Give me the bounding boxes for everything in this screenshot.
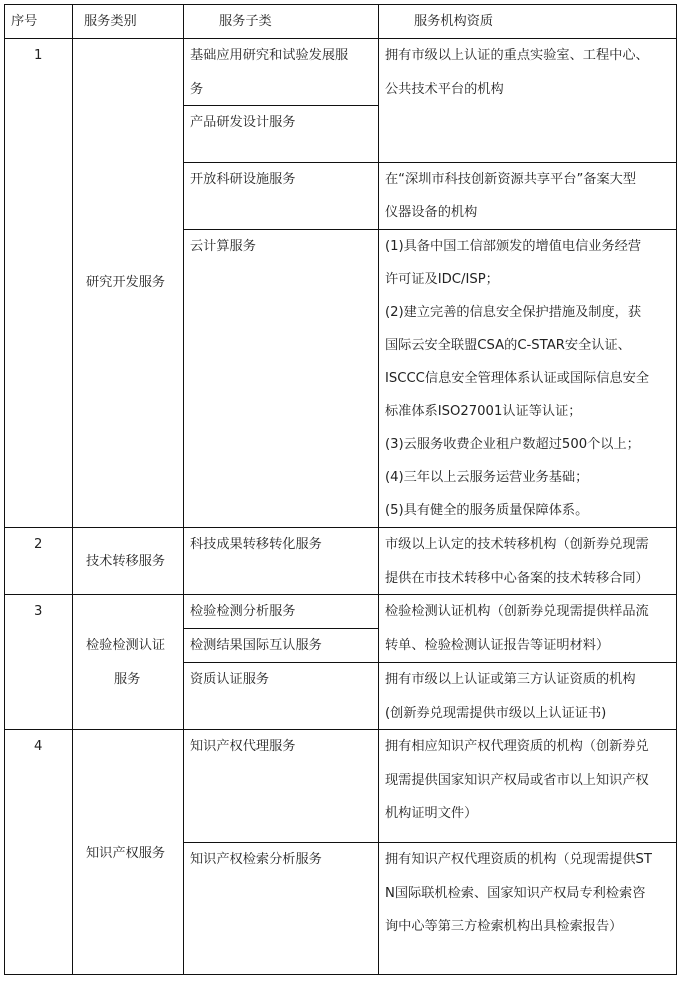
qualification-line: 询中心等第三方检索机构出具检索报告） [385, 919, 623, 934]
qualification-line: N国际联机检索、国家知识产权局专利检索咨 [385, 886, 646, 901]
qualification-line: 公共技术平台的机构 [385, 82, 504, 97]
subcategory-cell: 知识产权代理服务 [190, 739, 296, 754]
header-qualification: 服务机构资质 [414, 14, 494, 29]
category-cell: 研究开发服务 [86, 275, 166, 290]
qualification-line: 拥有市级以上认证或第三方认证资质的机构 [385, 672, 636, 687]
qualification-line: (2)建立完善的信息安全保护措施及制度，获 [385, 305, 642, 320]
qualification-line: ISCCC信息安全管理体系认证或国际信息安全 [385, 371, 650, 386]
qualification-line: 市级以上认定的技术转移机构（创新券兑现需 [385, 537, 649, 552]
qualification-line: 国际云安全联盟CSA的C-STAR安全认证、 [385, 338, 631, 353]
row-number: 3 [34, 604, 43, 619]
subcategory-cell: 基础应用研究和试验发展服 [190, 48, 349, 63]
row-number: 4 [34, 739, 43, 754]
category-cell: 检验检测认证 [86, 638, 166, 653]
row-number: 1 [34, 48, 43, 63]
table-border-left [4, 4, 5, 975]
qualification-line: (1)具备中国工信部颁发的增值电信业务经营 [385, 239, 642, 254]
qualification-line: 标准体系ISO27001认证等认证； [385, 404, 582, 419]
col-divider [72, 4, 73, 975]
qualification-line: 在“深圳市科技创新资源共享平台”备案大型 [385, 172, 637, 187]
qualification-line: 拥有市级以上认证的重点实验室、工程中心、 [385, 48, 649, 63]
col-divider [183, 4, 184, 975]
subcategory-cell: 科技成果转移转化服务 [190, 537, 322, 552]
qualification-line: 机构证明文件） [385, 806, 478, 821]
subcategory-cell: 产品研发设计服务 [190, 115, 296, 130]
table-border-bottom [4, 974, 677, 975]
subcategory-cell: 知识产权检索分析服务 [190, 852, 322, 867]
subcategory-cell: 开放科研设施服务 [190, 172, 296, 187]
qualification-line: 拥有相应知识产权代理资质的机构（创新券兑 [385, 739, 649, 754]
header-no: 序号 [11, 14, 38, 29]
subcategory-cell: 云计算服务 [190, 239, 256, 254]
qualification-line: 检验检测认证机构（创新券兑现需提供样品流 [385, 604, 649, 619]
table-border-right [676, 4, 677, 975]
header-category: 服务类别 [84, 14, 137, 29]
row-number: 2 [34, 537, 43, 552]
qualification-line: 仪器设备的机构 [385, 205, 478, 220]
qualification-line: 拥有知识产权代理资质的机构（兑现需提供ST [385, 852, 652, 867]
subcategory-cell: 资质认证服务 [190, 672, 270, 687]
subcategory-cell: 检测结果国际互认服务 [190, 638, 322, 653]
category-cell: 知识产权服务 [86, 846, 166, 861]
qualification-line: 提供在市技术转移中心备案的技术转移合同） [385, 571, 649, 586]
subcategory-cell: 务 [190, 82, 204, 97]
qualification-line: (5)具有健全的服务质量保障体系。 [385, 503, 589, 518]
qualification-line: 转单、检验检测认证报告等证明材料） [385, 638, 610, 653]
header-subcategory: 服务子类 [219, 14, 272, 29]
category-cell: 技术转移服务 [86, 554, 166, 569]
subcategory-cell: 检验检测分析服务 [190, 604, 296, 619]
category-cell: 服务 [114, 672, 141, 687]
qualification-line: (创新券兑现需提供市级以上认证证书) [385, 706, 607, 721]
qualification-line: 许可证及IDC/ISP； [385, 272, 499, 287]
qualification-line: 现需提供国家知识产权局或省市以上知识产权 [385, 773, 649, 788]
service-qualification-table [4, 4, 677, 975]
qualification-line: (4)三年以上云服务运营业务基础； [385, 470, 589, 485]
col-divider [378, 4, 379, 975]
qualification-line: (3)云服务收费企业租户数超过500个以上； [385, 437, 640, 452]
